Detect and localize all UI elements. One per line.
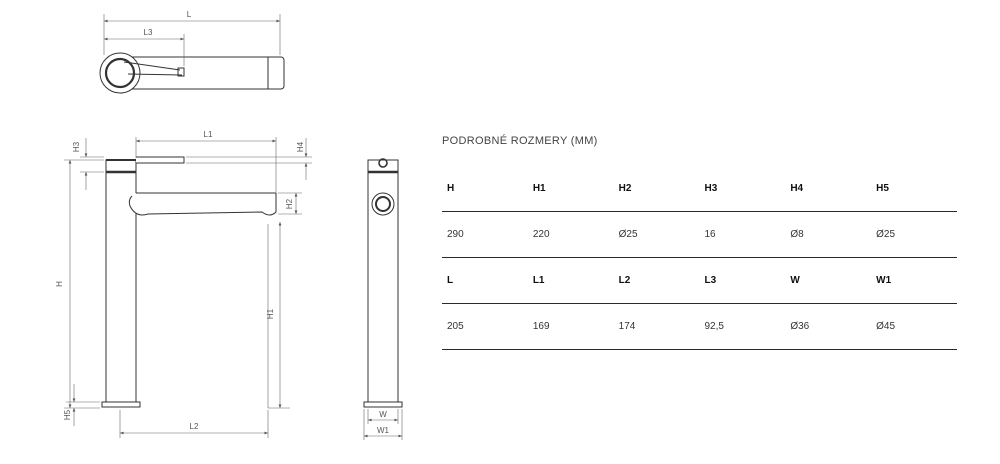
table-cell: Ø36: [785, 304, 871, 350]
dim-label-H: H: [55, 281, 64, 287]
table-cell: H3: [699, 166, 785, 212]
table-cell: Ø25: [614, 212, 700, 258]
table-cell: W1: [871, 258, 957, 304]
table-cell: Ø25: [871, 212, 957, 258]
dim-label-L: L: [186, 10, 192, 19]
dim-label-W1: W1: [377, 426, 389, 435]
dim-label-L2: L2: [189, 422, 199, 431]
table-cell: Ø8: [785, 212, 871, 258]
table-cell: H1: [528, 166, 614, 212]
table-cell: L3: [699, 258, 785, 304]
dim-label-H2: H2: [285, 198, 294, 210]
dim-label-L3: L3: [143, 28, 153, 37]
table-cell: 220: [528, 212, 614, 258]
spec-title: PODROBNÉ ROZMERY (MM): [442, 135, 598, 147]
table-row: [442, 212, 957, 258]
table-cell: H4: [785, 166, 871, 212]
table-cell: L1: [528, 258, 614, 304]
table-row: [442, 258, 957, 304]
table-row: [442, 304, 957, 350]
dim-label-H5: H5: [63, 409, 72, 421]
table-cell: L2: [614, 258, 700, 304]
dim-label-W: W: [379, 410, 387, 419]
front-view-dimensions: [64, 137, 312, 438]
table-cell: H5: [871, 166, 957, 212]
dim-label-H4: H4: [296, 141, 305, 153]
side-view: [364, 159, 402, 407]
table-cell: 205: [442, 304, 528, 350]
dim-label-L1: L1: [203, 130, 213, 139]
table-cell: 174: [614, 304, 700, 350]
table-row: [442, 166, 957, 212]
table-cell: 290: [442, 212, 528, 258]
spec-table: [442, 166, 957, 350]
table-cell: Ø45: [871, 304, 957, 350]
top-view: [100, 53, 284, 93]
dim-label-H1: H1: [266, 308, 275, 320]
front-view: [102, 157, 276, 407]
table-cell: W: [785, 258, 871, 304]
table-cell: 92,5: [699, 304, 785, 350]
table-cell: 16: [699, 212, 785, 258]
table-cell: H2: [614, 166, 700, 212]
table-cell: L: [442, 258, 528, 304]
table-cell: 169: [528, 304, 614, 350]
table-cell: H: [442, 166, 528, 212]
dim-label-H3: H3: [72, 141, 81, 153]
